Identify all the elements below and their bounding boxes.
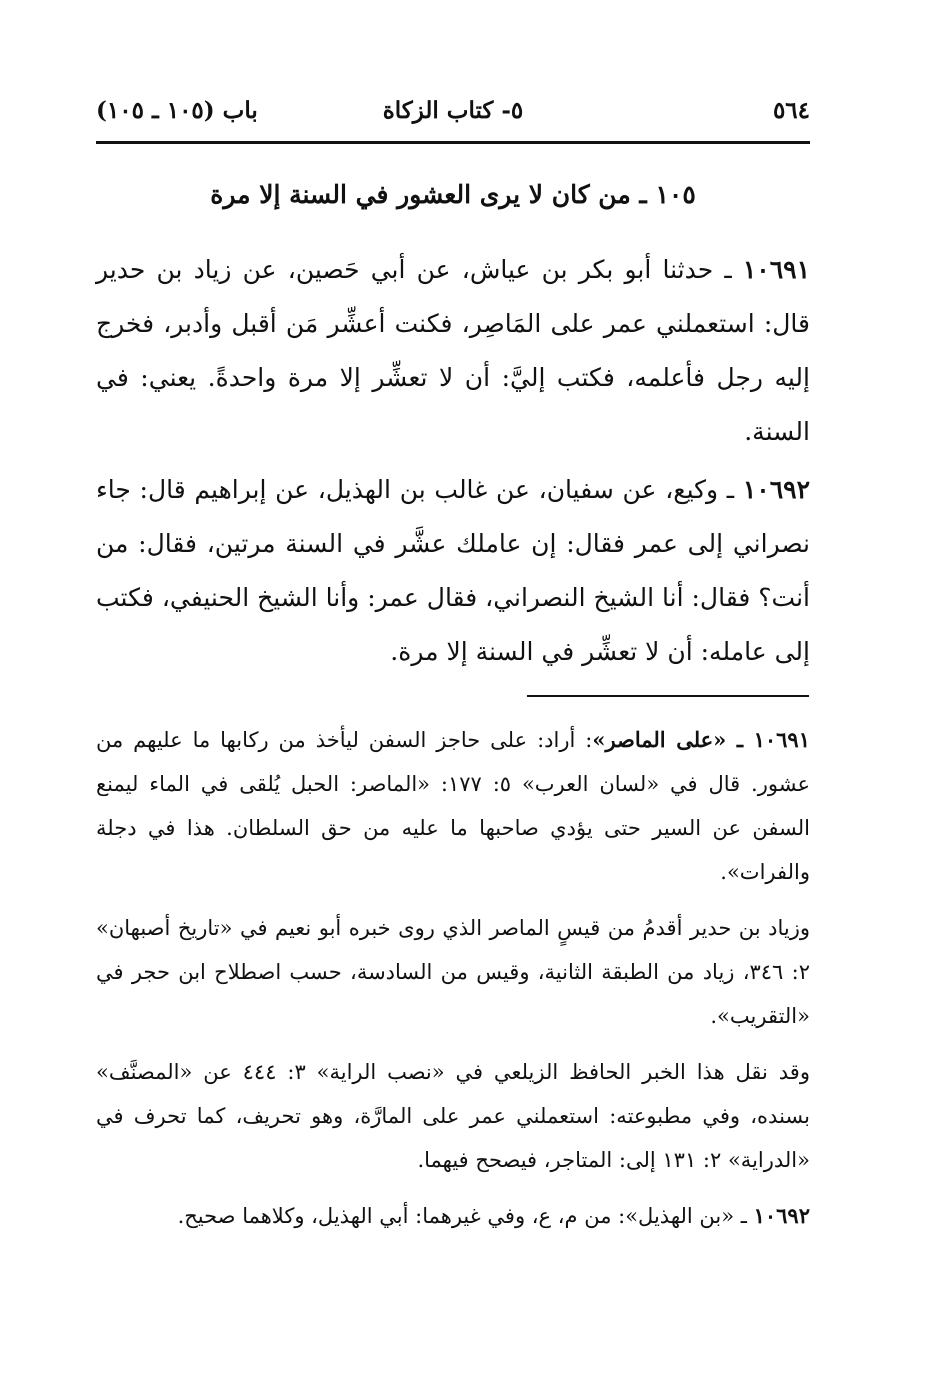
hadith-text: ـ حدثنا أبو بكر بن عياش، عن أبي حَصين، عن زياد بن حدير قال: استعملني عمر على المَاصِر، فكنت أعشِّر مَن أقبل وأدبر، فخرج إليه رجل فأعلمه، فكتب إليَّ: أن لا تعشِّر إلا مرة واحدةً. يعني: في السنة. (96, 255, 810, 446)
running-header (96, 92, 810, 130)
book-title: ٥- كتاب الزكاة (382, 97, 524, 124)
chapter-range: باب (١٠٥ ـ ١٠٥) (96, 97, 258, 124)
hadith-number: ١٠٦٩٢ (742, 475, 810, 504)
hadith-10692 (96, 463, 810, 679)
footnote-ziyad (96, 906, 810, 1038)
footnote-number: ١٠٦٩١ (753, 727, 810, 752)
footnote-lemma: ـ «على الماصر» (592, 727, 754, 752)
header-rule (96, 141, 810, 144)
footnote-text: : أراد: على حاجز السفن ليأخذ من ركابها ما عليهم من عشور. قال في «لسان العرب» ٥: ١٧٧: «الماصر: الحبل يُلقى في الماء ليمنع السفن عن السير حتى يؤدي صاحبها ما عليه من حق السلطان. هذا في دجلة والفرات». (96, 728, 810, 884)
footnote-text: وقد نقل هذا الخبر الحافظ الزيلعي في «نصب الراية» ٣: ٤٤٤ عن «المصنَّف» بسنده، وفي مطبوعته: استعملني عمر على المارَّة، وهو تحريف، كما تحرف في «الدراية» ٢: ١٣١ إلى: المتاجر، فيصحح فيهما. (96, 1060, 810, 1172)
footnote-text: ـ «بن الهذيل»: من م، ع، وفي غيرهما: أبي الهذيل، وكلاهما صحيح. (177, 1204, 754, 1228)
footnote-10692 (96, 1194, 810, 1238)
section-title: ١٠٥ ـ من كان لا يرى العشور في السنة إلا مرة (210, 180, 696, 209)
footnote-text: وزياد بن حدير أقدمُ من قيسٍ الماصر الذي روى خبره أبو نعيم في «تاريخ أصبهان» ٢: ٣٤٦، زياد من الطبقة الثانية، وقيس من السادسة، حسب اصطلاح ابن حجر في «التقريب». (96, 916, 810, 1028)
hadith-10691 (96, 243, 810, 459)
hadith-text: ـ وكيع، عن سفيان، عن غالب بن الهذيل، عن إبراهيم قال: جاء نصراني إلى عمر فقال: إن عاملك عشَّر في السنة مرتين، فقال: من أنت؟ فقال: أنا الشيخ النصراني، فقال عمر: وأنا الشيخ الحنيفي، فكتب إلى عامله: أن لا تعشِّر في السنة إلا مرة. (96, 475, 810, 666)
footnote-number: ١٠٦٩٢ (753, 1203, 810, 1228)
footnote-rule (527, 695, 809, 697)
footnote-10691 (96, 718, 810, 894)
footnote-zaylai (96, 1050, 810, 1182)
page-number: ٥٦٤ (772, 97, 810, 124)
hadith-number: ١٠٦٩١ (742, 255, 810, 284)
